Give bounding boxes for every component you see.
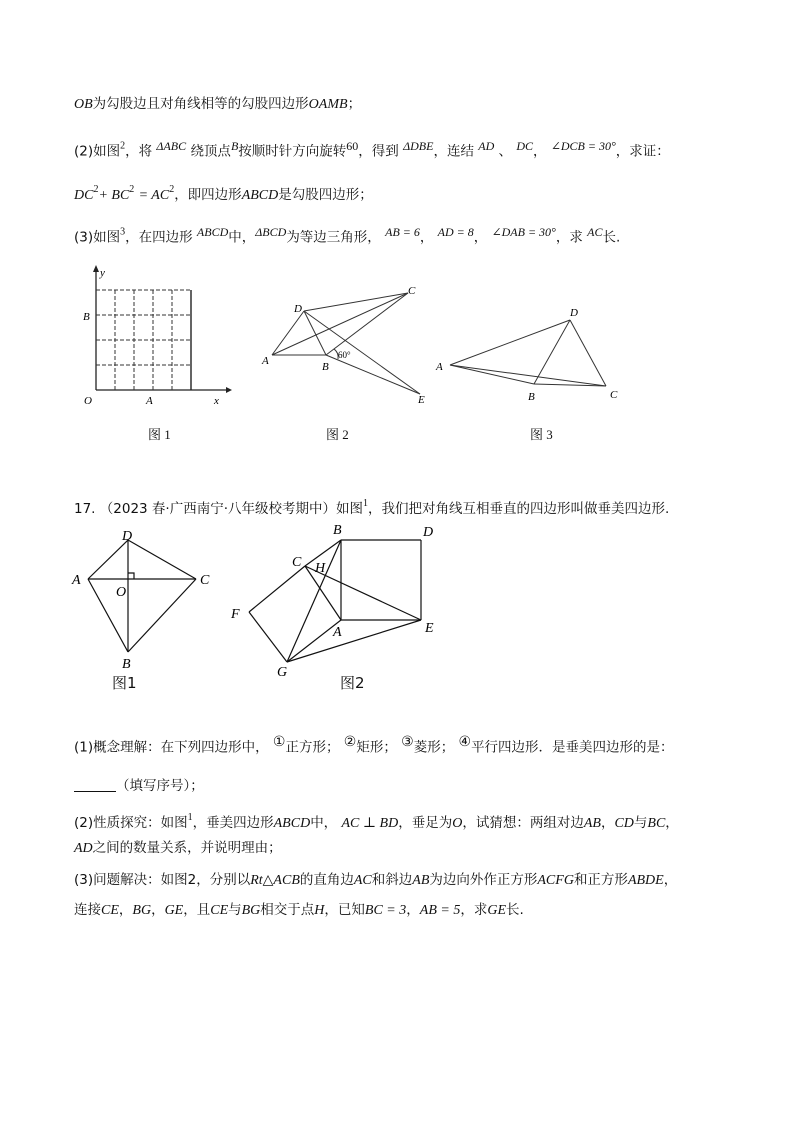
seg-FG [249, 612, 287, 662]
label-F: F [231, 607, 240, 622]
right-angle-mark [128, 573, 134, 579]
figure-3 [430, 300, 620, 410]
label-E: E [418, 394, 425, 406]
p16-question-3: (3)如图$^3$，在四边形 $^{ABCD}$中，$^{\Delta BCD}$为等边三角形， $^{AB = 6}$， $^{AD = 8}$， $^{\angle DAB = 30^\circ}$，求 $^{AC}$长. [74, 225, 621, 246]
p16-equation: $DC^2+ BC^2 = AC^2$，即四边形ABCD是勾股四边形； [74, 184, 373, 203]
label-x: x [214, 395, 219, 407]
label-O: O [84, 395, 92, 407]
y-axis-arrow-icon [93, 265, 99, 272]
label-C: C [408, 285, 416, 297]
p17-question-1-answer: （填写序号）； [74, 776, 204, 796]
seg-DC [570, 320, 606, 386]
seg-DE [304, 311, 420, 394]
label-D: D [423, 525, 434, 540]
label-A: A [146, 395, 153, 407]
caption-figure-1: 图 1 [148, 427, 171, 442]
seg-BD [534, 320, 570, 384]
seg-DC [128, 540, 196, 579]
label-C: C [610, 389, 618, 401]
label-C: C [200, 573, 210, 588]
label-E: E [425, 621, 434, 636]
seg-CB [128, 579, 196, 652]
seg-ob: OB [74, 97, 93, 112]
p16-line-1: OB为勾股边且对角线相等的勾股四边形OAMB； [74, 96, 362, 112]
label-H: H [315, 561, 326, 576]
caption-figure-3: 图 3 [530, 427, 553, 442]
p17-header: 17. （2023 春·广西南宁·八年级校考期中）如图$^1$，我们把对角线互相垂直的四边形叫做垂美四边形. [74, 498, 670, 517]
label-B: B [122, 657, 131, 672]
label-D: D [294, 303, 302, 315]
seg-AD [450, 320, 570, 365]
p17-question-1: (1)概念理解：在下列四边形中， ①正方形； ②矩形； ③菱形； ④平行四边形．是垂美四边形的是： [74, 734, 674, 756]
caption-figure-2: 图 2 [326, 427, 349, 442]
label-y: y [100, 267, 105, 279]
seg-DB [304, 311, 326, 355]
label-A: A [333, 625, 342, 640]
label-C: C [292, 555, 302, 570]
caption-17-figure-2: 图2 [340, 674, 365, 692]
label-A: A [72, 573, 81, 588]
label-B: B [333, 523, 342, 538]
label-B: B [528, 391, 535, 403]
label-O: O [116, 585, 127, 600]
p17-question-3-cont: 连接CE，BG，GE，且CE与BG相交于点H，已知BC = 3，AB = 5，求GE长. [74, 902, 524, 918]
seg-GE [287, 620, 421, 662]
seg-CF [249, 566, 305, 612]
label-A: A [262, 355, 269, 367]
x-axis-arrow-icon [226, 387, 232, 393]
label-A: A [436, 361, 443, 373]
seg-BC [326, 293, 408, 355]
caption-17-figure-1: 图1 [112, 674, 137, 692]
p16-question-2: (2)如图$^2$，将 $^{\Delta ABC}$ 绕顶点$^B$按顺时针方向旋转$^{60}$，得到 $^{\Delta DBE}$，连结 $^{AD}$ 、 $^{DC}$， $^{\angle DCB = 30^\circ}$，求证： [74, 139, 670, 160]
label-B: B [83, 311, 90, 323]
figure-17-2 [225, 518, 455, 678]
seg-DA [88, 540, 128, 579]
label-B: B [322, 361, 329, 373]
figure-2 [258, 282, 433, 407]
answer-blank[interactable] [74, 778, 116, 792]
seg-AC [272, 293, 408, 355]
figure-1-grid [80, 262, 230, 412]
p17-question-2: (2)性质探究：如图$^1$，垂美四边形ABCD中， AC ⊥ BD，垂足为O，试猜想：两组对边AB，CD与BC， [74, 812, 679, 831]
question-number: 17. [74, 501, 96, 517]
seg-DC [304, 293, 408, 311]
grid-lines [96, 290, 192, 390]
p17-question-3: (3)问题解决：如图2，分别以Rt△ACB的直角边AC和斜边AB为边向外作正方形ACFG和正方形ABDE， [74, 872, 678, 888]
label-G: G [277, 665, 288, 680]
figure-17-1 [70, 528, 230, 673]
label-D: D [122, 529, 133, 544]
label-angle: 60° [338, 350, 351, 360]
label-D: D [570, 307, 578, 319]
p17-question-2-cont: AD之间的数量关系，并说明理由； [74, 840, 282, 856]
seg-AD [272, 311, 304, 355]
